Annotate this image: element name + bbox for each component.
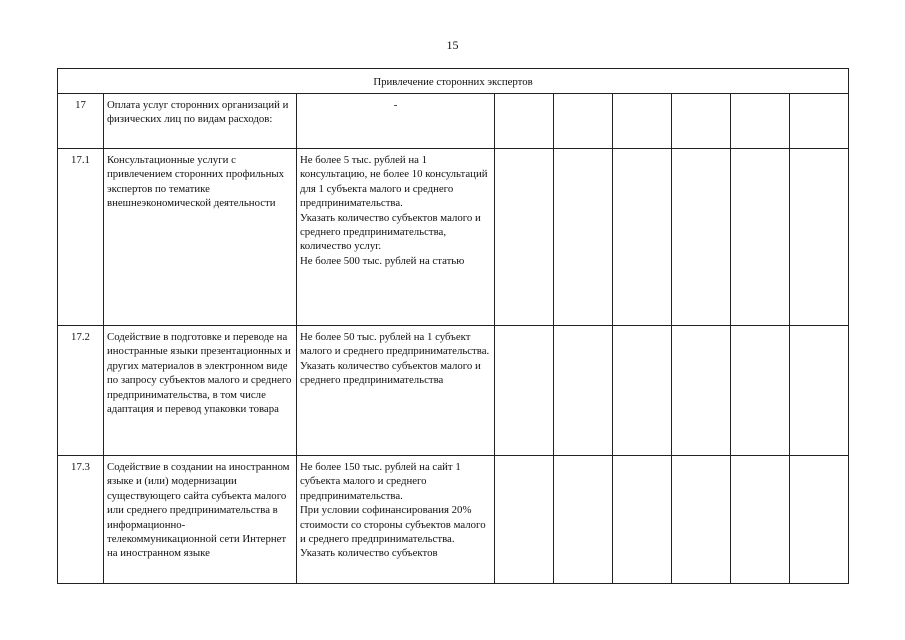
empty-cell <box>554 94 613 149</box>
empty-cell <box>613 456 672 584</box>
empty-cell <box>613 149 672 326</box>
empty-cell <box>672 94 731 149</box>
empty-cell <box>554 326 613 456</box>
page-number: 15 <box>446 38 459 52</box>
row-name: Консультационные услуги с привлечением сторонних профильных экспертов по тематике внешнеэкономической деятельности <box>104 149 297 326</box>
empty-cell <box>495 94 554 149</box>
row-name: Оплата услуг сторонних организаций и физических лиц по видам расходов: <box>104 94 297 149</box>
row-number: 17.3 <box>58 456 104 584</box>
empty-cell <box>731 326 790 456</box>
empty-cell <box>731 94 790 149</box>
empty-cell <box>731 456 790 584</box>
empty-cell <box>495 149 554 326</box>
empty-cell <box>554 456 613 584</box>
empty-cell <box>495 326 554 456</box>
empty-cell <box>495 456 554 584</box>
table-row <box>58 326 849 456</box>
section-header-row <box>58 69 849 94</box>
empty-cell <box>672 149 731 326</box>
row-name: Содействие в подготовке и переводе на иностранные языки презентационных и других материалов в электронном виде по запросу субъектов малого и среднего предпринимательства, в том числе адаптация и перевод упаковки товара <box>104 326 297 456</box>
empty-cell <box>554 149 613 326</box>
row-condition: Не более 150 тыс. рублей на сайт 1 субъекта малого и среднего предпринимательства. При условии софинансирования 20% стоимости со стороны субъектов малого и среднего предпринимательства. Указать количество субъектов <box>297 456 495 584</box>
row-name: Содействие в создании на иностранном языке и (или) модернизации существующего сайта субъекта малого или среднего предпринимательства в информационно-телекоммуникационной сети Интернет на иностранном языке <box>104 456 297 584</box>
empty-cell <box>613 326 672 456</box>
table-row <box>58 149 849 326</box>
empty-cell <box>790 94 849 149</box>
empty-cell <box>790 326 849 456</box>
row-number: 17.1 <box>58 149 104 326</box>
section-title: Привлечение сторонних экспертов <box>58 69 849 94</box>
row-condition: - <box>297 94 495 149</box>
row-number: 17 <box>58 94 104 149</box>
empty-cell <box>790 456 849 584</box>
empty-cell <box>672 456 731 584</box>
empty-cell <box>731 149 790 326</box>
row-number: 17.2 <box>58 326 104 456</box>
empty-cell <box>613 94 672 149</box>
empty-cell <box>672 326 731 456</box>
table-row <box>58 456 849 584</box>
expenses-table <box>57 68 849 584</box>
table-row <box>58 94 849 149</box>
row-condition: Не более 5 тыс. рублей на 1 консультацию, не более 10 консультаций для 1 субъекта малого и среднего предпринимательства. Указать количество субъектов малого и среднего предпринимательства, количество услуг. Не более 500 тыс. рублей на статью <box>297 149 495 326</box>
empty-cell <box>790 149 849 326</box>
row-condition: Не более 50 тыс. рублей на 1 субъект малого и среднего предпринимательства. Указать количество субъектов малого и среднего предпринимательства <box>297 326 495 456</box>
